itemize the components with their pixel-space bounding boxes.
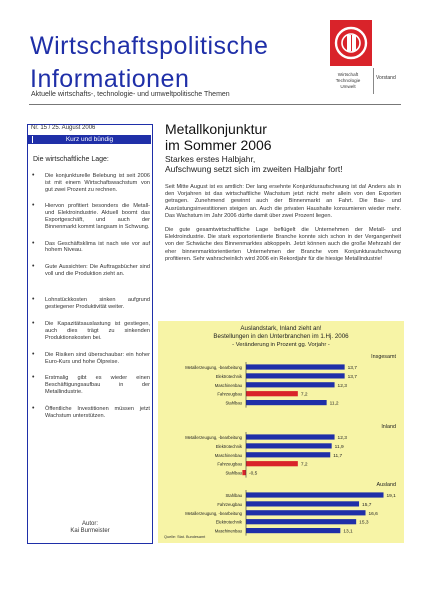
header-rule (29, 104, 401, 105)
chart-category-label: Maschinenbau (214, 452, 242, 458)
chart-data-label: 7,2 (300, 462, 308, 468)
bullet-item: • Die Kapazitätsauslastung ist gestiegen, auch dies trägt zu sinkenden Produktionskosten bei. (30, 321, 150, 341)
chart-category-label: Elektrotechnik (215, 443, 242, 449)
chart-data-label: 19,1 (386, 494, 396, 499)
author-block (30, 521, 150, 535)
chart-data-label: 7,2 (300, 392, 308, 398)
chart-bar (246, 510, 366, 515)
chart-category-label: Maschinenbau (214, 382, 242, 388)
chart-data-label: 15,7 (362, 502, 372, 508)
author-name: Kai Burmeister (70, 528, 110, 534)
chart-data-label: 15,3 (359, 520, 369, 526)
chart-category-label: Elektrotechnik (215, 519, 242, 525)
chart-bar (246, 528, 340, 533)
chart-group-label: Ausland (376, 482, 396, 488)
chart-subtitle-2: - Veränderung in Prozent gg. Vorjahr - (232, 342, 330, 348)
kurz-und-buendig-banner: Kurz und bündig (28, 135, 151, 144)
bullet-item: • Das Geschäftsklima ist nach wie vor auf hohem Niveau. (30, 241, 150, 255)
chart-bar (246, 373, 345, 378)
chart-data-label: 12,3 (337, 436, 347, 441)
chart-data-label: 11,7 (333, 453, 343, 459)
chart-bar (246, 364, 345, 369)
chart-data-label: 11,9 (334, 444, 344, 450)
logo-vorstand: Vorstand (376, 75, 396, 81)
chart-bar (246, 519, 356, 524)
author-label: Autor: (81, 521, 98, 527)
newsletter-subtitle: Aktuelle wirtschafts-, technologie- und umweltpolitische Themen (31, 91, 230, 98)
chart-bar (242, 470, 246, 475)
chart-group-label: Inland (381, 424, 396, 430)
chart-category-label: Fahrzeugbau (217, 501, 242, 507)
orders-chart (158, 321, 404, 543)
sidebar-heading: Die wirtschaftliche Lage: (33, 156, 109, 163)
chart-data-label: 13,7 (347, 366, 357, 371)
banner-marker (32, 136, 33, 143)
chart-bar (246, 382, 335, 387)
chart-title: Auslandstark, Inland zieht an! (240, 325, 322, 332)
chart-category-label: Fahrzeugbau (217, 391, 242, 397)
chart-subtitle: Bestellungen in den Unterbranchen im 1.Hj. 2006 (213, 333, 349, 340)
chart-category-label: Elektrotechnik (215, 373, 242, 379)
article-paragraph: Seit Mitte August ist es amtlich: Der lang ersehnte Konjunkturaufschwung ist da! Anders als in den Vorjahren ist das wirtschaftliche Wachstum jetzt nicht mehr allein von den Exporten getragen. Zunehmend gewinnt auch der Binnenmarkt an Fahrt. Die Bau- und Ausrüstungsinvestitionen steigen an. Auch die privaten Haushalte konsumieren wieder mehr. Das Wachstum im Jahr 2006 dürfte damit über zwei Prozent liegen. (165, 184, 401, 219)
chart-data-label: -0,5 (249, 471, 258, 477)
bullet-item: • Öffentliche Investitionen müssen jetzt Wachstum unterstützen. (30, 406, 150, 420)
chart-category-label: Metallerzeugung, -bearbeitung (185, 510, 242, 516)
orders-chart-svg (158, 321, 404, 543)
chart-category-label: Stahlbau (225, 470, 242, 476)
title-line-2: Informationen (30, 65, 190, 93)
chart-category-label: Maschinenbau (214, 528, 242, 534)
chart-source: Quelle: Stat. Bundesamt (164, 535, 206, 539)
article-body (165, 184, 401, 270)
chart-bar (246, 434, 335, 439)
chart-category-label: Stahlbau (225, 493, 242, 498)
chart-bar (246, 443, 332, 448)
newsletter-title (30, 30, 268, 96)
title-line-1: Wirtschaftspolitische (30, 32, 269, 60)
ig-metall-logo-icon (330, 20, 372, 66)
logo-department: Wirtschaft Technologie Umwelt (335, 72, 361, 89)
bullet-item: • Gute Aussichten: Die Auftragsbücher sind voll und die Produktion zieht an. (30, 264, 150, 278)
chart-data-label: 16,6 (368, 511, 378, 517)
chart-category-label: Fahrzeugbau (217, 461, 242, 467)
chart-bar (246, 452, 330, 457)
chart-group-label: Insgesamt (371, 354, 396, 360)
chart-category-label: Metallerzeugung, -bearbeitung (185, 435, 242, 440)
bullet-item: • Die Risiken sind überschaubar: ein hoher Euro-Kurs und hohe Ölpreise. (30, 352, 150, 366)
bullet-item: • Lohnstückkosten sinken aufgrund gestiegener Produktivität weiter. (30, 297, 150, 311)
chart-data-label: 13,1 (343, 529, 353, 535)
chart-category-label: Metallerzeugung, -bearbeitung (185, 365, 242, 370)
bullet-item: • Erstmalig gibt es wieder einen Beschäftigungsaufbau in der Metallindustrie. (30, 375, 150, 395)
chart-data-label: 12,3 (337, 383, 347, 389)
chart-bar (246, 492, 384, 497)
chart-bar (246, 501, 359, 506)
article-headline: Metallkonjunktur im Sommer 2006 (165, 121, 272, 153)
chart-category-label: Stahlbau (225, 400, 242, 406)
chart-bar (246, 461, 298, 466)
chart-data-label: 13,7 (347, 374, 357, 380)
chart-data-label: 11,2 (329, 401, 339, 407)
article-subheadline: Starkes erstes Halbjahr, Aufschwung setzt sich im zweiten Halbjahr fort! (165, 154, 343, 174)
sidebar-bullet-list (30, 173, 150, 419)
bullet-item: • Die konjunkturelle Belebung ist seit 2006 ist mit einem Wirtschaftswachstum von gut zwei Prozent zu rechnen. (30, 173, 150, 193)
chart-bar (246, 400, 327, 405)
chart-bar (246, 391, 298, 396)
issue-number: Nr. 15 / 25. August 2006 (31, 125, 96, 131)
article-paragraph: Die gute gesamtwirtschaftliche Lage beflügelt die Unternehmen der Metall- und Elektroindustrie. Die stark exportorientierte Branche konnte sich schon in der Vergangenheit von der Schwäche des Binnenmarktes abkoppeln. Jetzt können auch die große Mehrzahl der eher binnenmarktorientierten Unternehmen der Branche vom Konjunkturaufschwung profitieren. Sehr wahrscheinlich wird 2006 ein Rekordjahr für die hiesige Metallindustrie! (165, 227, 401, 262)
bullet-item: • Hiervon profitiert besonders die Metall- und Elektroindustrie. Aktuell boomt das Exportgeschäft, und auch der Binnenmarkt kommt langsam in Schwung. (30, 203, 150, 230)
logo-divider (373, 68, 374, 94)
